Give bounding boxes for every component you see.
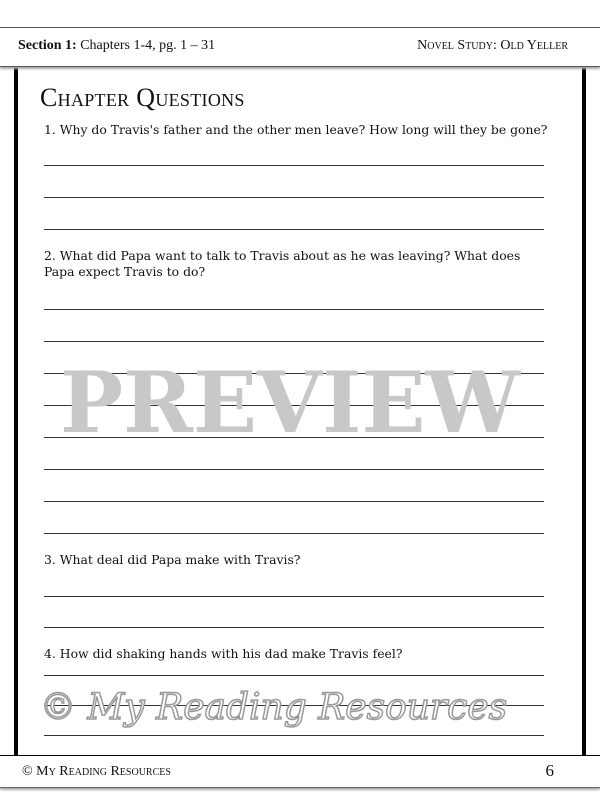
- answer-line: [44, 373, 544, 374]
- answer-line: [44, 165, 544, 166]
- right-border: [582, 67, 586, 755]
- answer-line: [44, 309, 544, 310]
- answer-line: [44, 437, 544, 438]
- novel-title: Novel Study: Old Yeller: [417, 38, 568, 53]
- question-4: 4. How did shaking hands with his dad make Travis feel?: [44, 646, 403, 661]
- answer-line: [44, 197, 544, 198]
- answer-line: [44, 469, 544, 470]
- answer-line: [44, 735, 544, 736]
- answer-line: [44, 533, 544, 534]
- answer-line: [44, 405, 544, 406]
- page-header: [0, 27, 600, 67]
- answer-line: [44, 627, 544, 628]
- answer-line: [44, 705, 544, 706]
- brand-watermark: © My Reading Resources: [40, 687, 508, 728]
- preview-watermark: PREVIEW: [60, 353, 520, 452]
- question-1: 1. Why do Travis's father and the other men leave? How long will they be gone?: [44, 122, 548, 137]
- answer-line: [44, 501, 544, 502]
- answer-line: [44, 596, 544, 597]
- page-number: 6: [545, 761, 554, 780]
- section-info: Section 1: Chapters 1-4, pg. 1 – 31: [18, 38, 216, 53]
- page-title: Chapter Questions: [40, 83, 245, 112]
- copyright: © My Reading Resources: [22, 764, 171, 779]
- answer-line: [44, 229, 544, 230]
- page-footer: [0, 755, 600, 788]
- answer-line: [44, 341, 544, 342]
- question-2: 2. What did Papa want to talk to Travis about as he was leaving? What does Papa expect Travis to do?: [44, 248, 521, 279]
- question-3: 3. What deal did Papa make with Travis?: [44, 552, 301, 567]
- answer-line: [44, 675, 544, 676]
- left-border: [14, 67, 18, 755]
